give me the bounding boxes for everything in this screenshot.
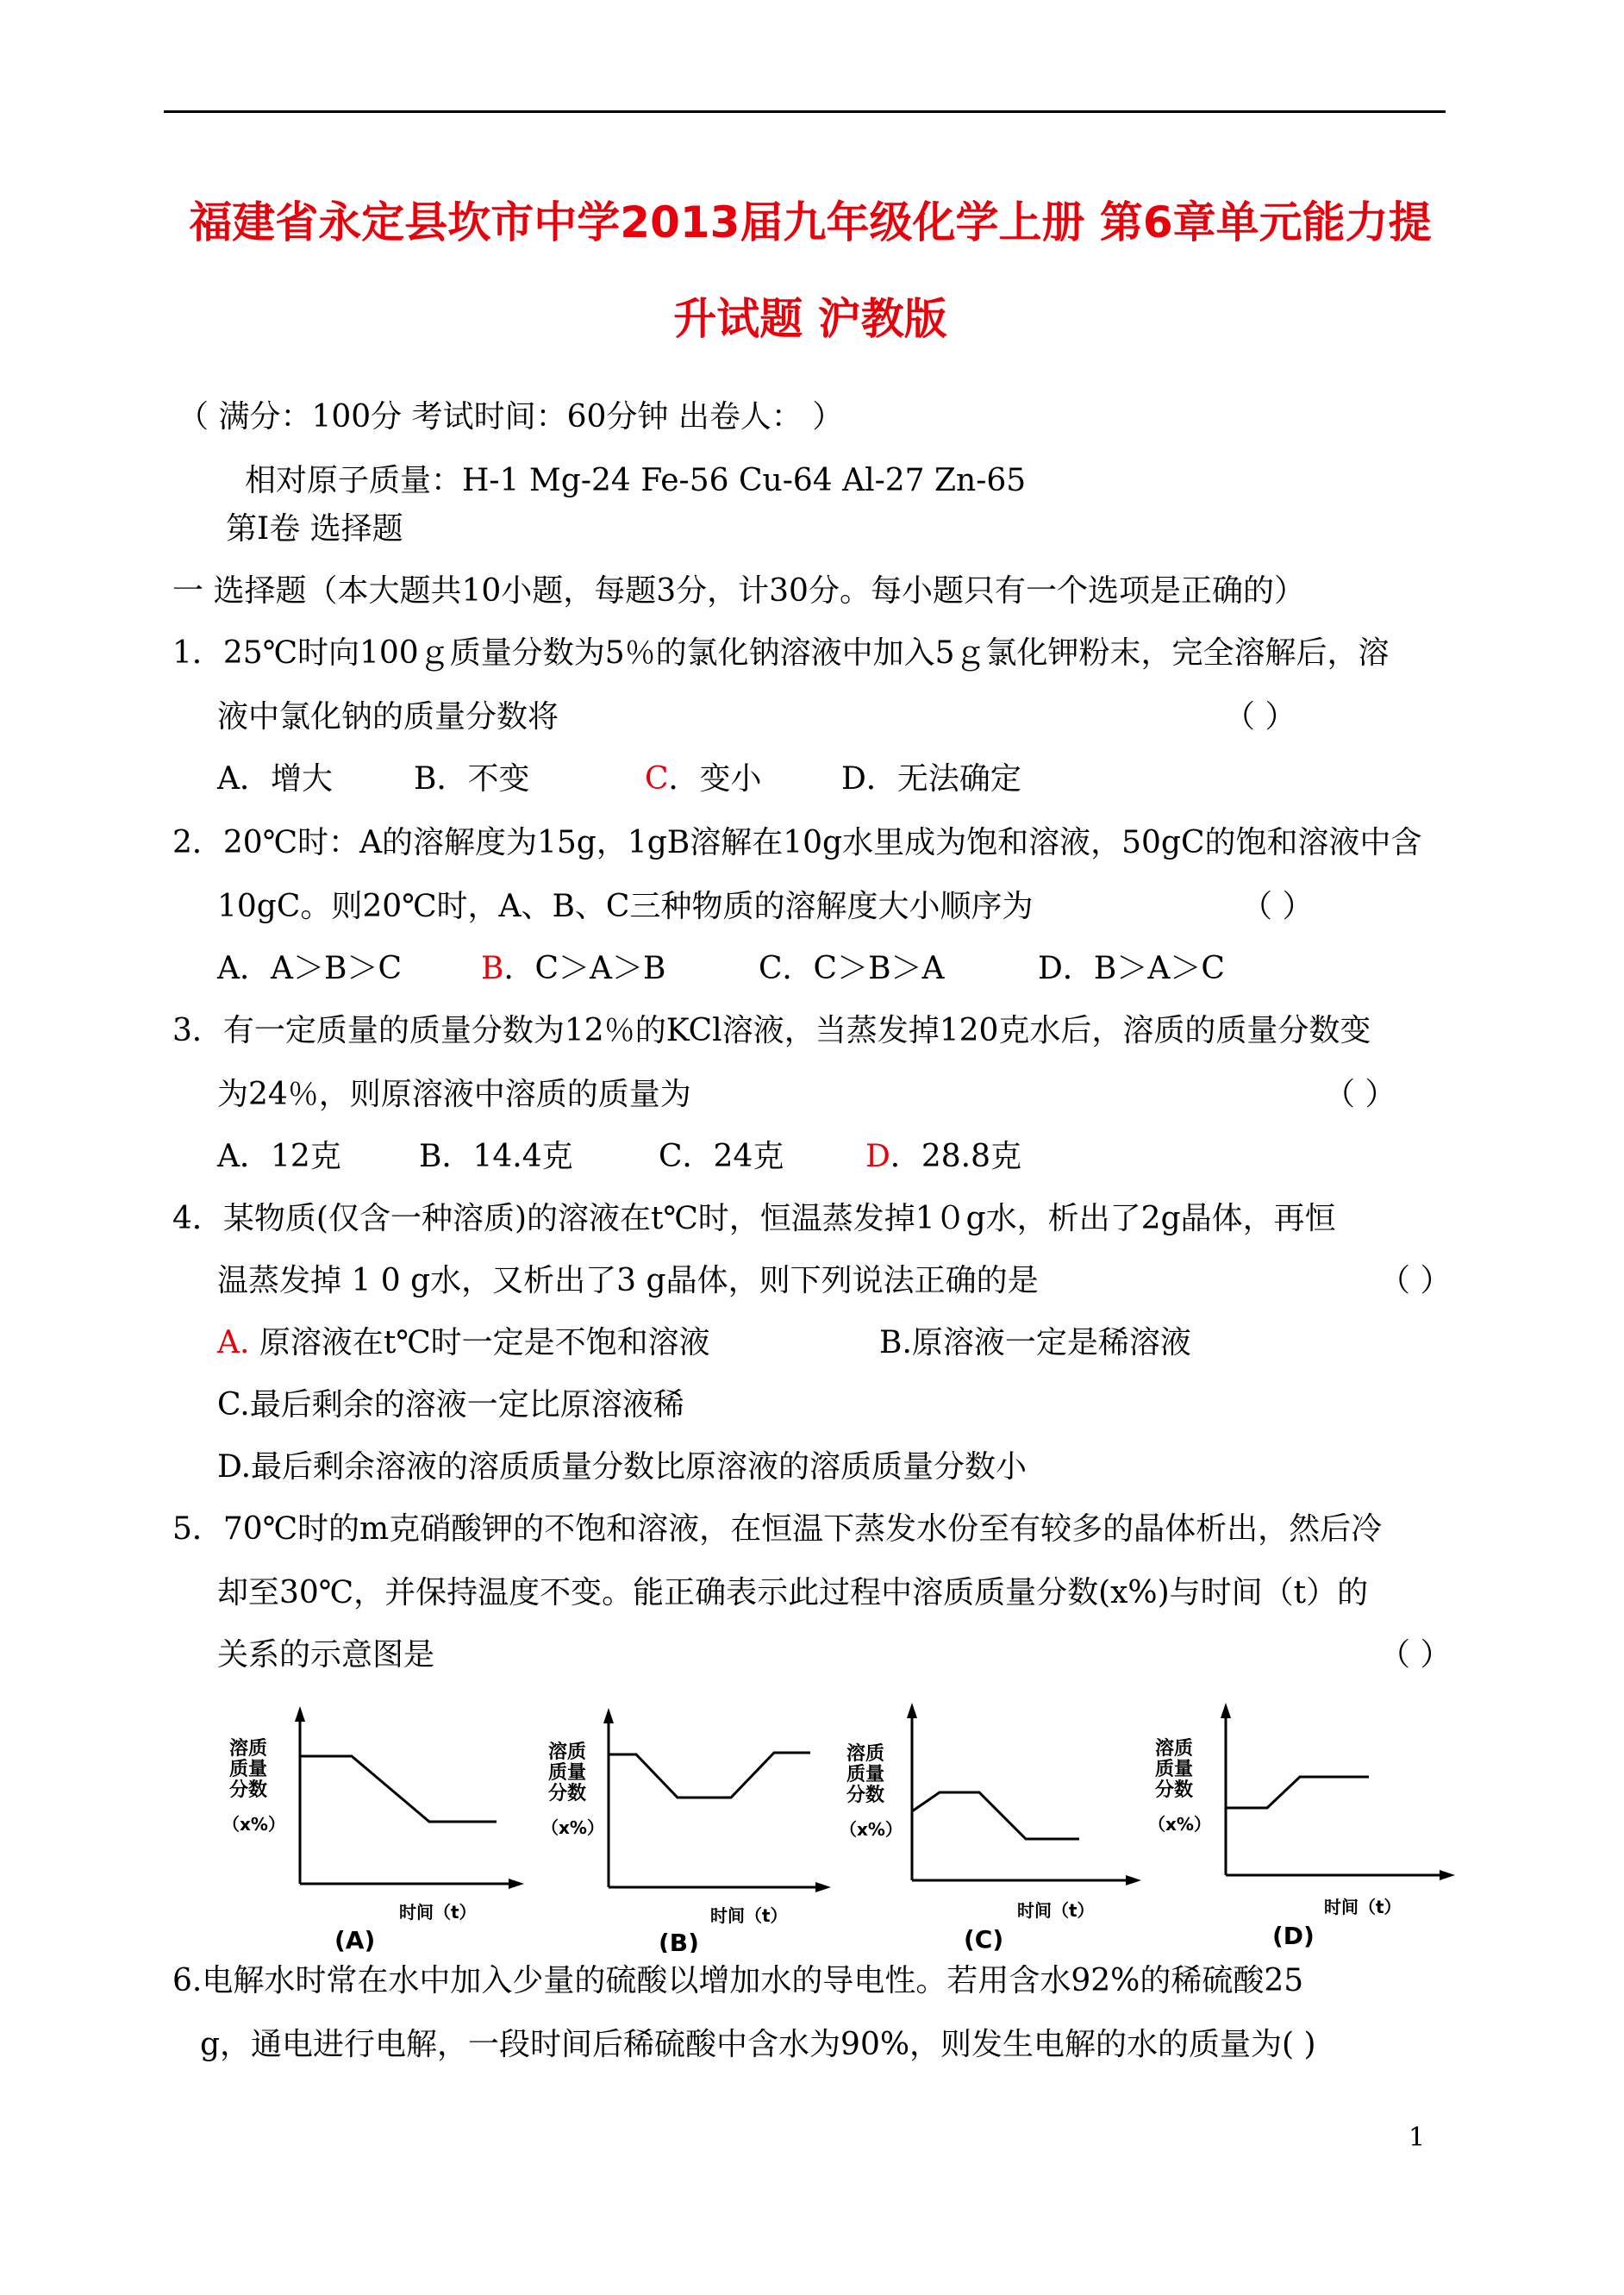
q4-answer-blank: （ ） <box>1379 1263 1452 1298</box>
q5-graph-c-ylabel-1: 溶质 <box>846 1743 885 1765</box>
q3-option-a: A．12克 <box>217 1139 341 1174</box>
q5-graph-a-ylabel-1: 溶质 <box>229 1738 268 1760</box>
q5-graph-a-xlabel: 时间（t） <box>399 1902 477 1923</box>
q5-graph-d <box>1143 1703 1462 1956</box>
q5-graph-a <box>222 1703 533 1956</box>
q5-graph-b-xlabel: 时间（t） <box>710 1905 788 1926</box>
q5-graph-d-y-arrow <box>1221 1703 1231 1718</box>
header-rule <box>164 110 1446 113</box>
doc-title-line-1: 福建省永定县坎市中学2013届九年级化学上册 第6章单元能力提 <box>189 197 1432 247</box>
q5-graph-a-curve <box>300 1756 497 1822</box>
q1-option-b: B．不变 <box>414 761 530 797</box>
q3-option-c: C．24克 <box>659 1139 784 1174</box>
q5-graph-c-curve <box>912 1792 1079 1839</box>
section-heading: 第Ⅰ卷 选择题 <box>226 511 403 547</box>
q5-graph-c-ylabel-3: 分数 <box>846 1785 885 1806</box>
q5-graph-a-y-arrow <box>295 1706 305 1722</box>
q5-graph-c-x-arrow <box>1126 1875 1141 1885</box>
part-heading: 一 选择题（本大题共10小题，每题3分，计30分。每小题只有一个选项是正确的） <box>172 573 1305 609</box>
q5-graph-d-x-arrow <box>1440 1870 1455 1880</box>
q5-graph-c-y-arrow <box>907 1703 917 1718</box>
q5-graph-b-tag: (B) <box>659 1929 699 1953</box>
q1-option-d: D．无法确定 <box>841 761 1021 797</box>
doc-title-line-2: 升试题 沪教版 <box>673 294 947 344</box>
q2-stem-line-1: 2．20℃时：A的溶解度为15g，1gB溶解在10g水里成为饱和溶液，50gC的饱和溶液中含 <box>172 825 1422 860</box>
q5-graph-b-ylabel-1: 溶质 <box>548 1742 587 1763</box>
q1-stem-line-2: 液中氯化钠的质量分数将 <box>217 699 559 735</box>
q5-graph-a-tag: (A) <box>334 1926 376 1953</box>
q2-answer-blank: （ ） <box>1241 889 1314 924</box>
q2-answer-marker: B <box>481 951 504 986</box>
page-number: 1 <box>1409 2123 1426 2153</box>
q5-graph-b <box>529 1703 840 1956</box>
q2-option-d: D．B＞A＞C <box>1038 951 1225 986</box>
q4-option-a: A. 原溶液在t℃时一定是不饱和溶液 <box>217 1325 710 1360</box>
q5-graph-b-x-arrow <box>815 1882 831 1892</box>
q3-stem-line-2: 为24％，则原溶液中溶质的质量为 <box>217 1077 691 1112</box>
q5-graph-a-ylabel-4: （x%） <box>222 1814 285 1835</box>
q5-graph-d-xlabel: 时间（t） <box>1324 1897 1402 1917</box>
exam-info: （ 满分：100分 考试时间：60分钟 出卷人： ） <box>178 399 844 435</box>
q5-answer-blank: （ ） <box>1379 1637 1452 1673</box>
q1-answer-blank: （ ） <box>1224 699 1296 735</box>
q4-answer-marker: A. <box>217 1325 250 1360</box>
q4-option-b: B.原溶液一定是稀溶液 <box>879 1325 1191 1360</box>
q6-stem-line-1: 6.电解水时常在水中加入少量的硫酸以增加水的导电性。若用含水92%的稀硫酸25 <box>172 1963 1304 1998</box>
q5-graph-c-xlabel: 时间（t） <box>1017 1900 1095 1921</box>
q5-graph-d-tag: (D) <box>1272 1922 1315 1950</box>
q5-graph-c-tag: (C) <box>964 1925 1004 1953</box>
q3-option-b: B．14.4克 <box>419 1139 573 1174</box>
q2-option-b: B．C＞A＞B <box>481 951 666 986</box>
q5-graph-b-y-arrow <box>603 1708 614 1723</box>
q3-answer-marker: D <box>865 1139 890 1174</box>
q5-graph-a-ylabel-2: 质量 <box>229 1759 268 1780</box>
q3-answer-blank: （ ） <box>1324 1077 1396 1112</box>
q5-graph-b-curve <box>609 1753 810 1798</box>
q2-option-a: A．A＞B＞C <box>217 951 402 986</box>
q2-stem-line-2: 10gC。则20℃时，A、B、C三种物质的溶解度大小顺序为 <box>217 889 1034 924</box>
q5-graph-d-curve <box>1226 1777 1369 1808</box>
q5-graph-b-ylabel-4: （x%） <box>541 1817 604 1838</box>
q4-stem-line-2: 温蒸发掉 1 0 g水，又析出了3 g晶体，则下列说法正确的是 <box>217 1263 1039 1298</box>
q5-graph-c <box>836 1703 1146 1956</box>
q5-graph-b-ylabel-3: 分数 <box>548 1783 587 1804</box>
q4-option-d: D.最后剩余溶液的溶质质量分数比原溶液的溶质质量分数小 <box>217 1449 1027 1485</box>
q5-graph-a-x-arrow <box>509 1879 524 1889</box>
q5-graph-d-ylabel-2: 质量 <box>1155 1759 1194 1780</box>
q2-option-c: C．C＞B＞A <box>759 951 945 986</box>
q5-graph-c-ylabel-4: （x%） <box>840 1819 903 1840</box>
q5-graph-a-ylabel-3: 分数 <box>229 1779 268 1801</box>
q5-graph-c-ylabel-2: 质量 <box>846 1764 885 1785</box>
q3-option-d: D．28.8克 <box>865 1139 1022 1174</box>
q5-stem-line-2: 却至30℃，并保持温度不变。能正确表示此过程中溶质质量分数(x%)与时间（t）的 <box>217 1575 1369 1610</box>
q4-stem-line-1: 4．某物质(仅含一种溶质)的溶液在t℃时，恒温蒸发掉1０g水，析出了2g晶体，再恒 <box>172 1201 1336 1236</box>
atomic-mass-table: 相对原子质量：H-1 Mg-24 Fe-56 Cu-64 Al-27 Zn-65 <box>245 463 1027 498</box>
q5-stem-line-3: 关系的示意图是 <box>217 1637 435 1673</box>
q1-stem-line-1: 1．25℃时向100ｇ质量分数为5％的氯化钠溶液中加入5ｇ氯化钾粉末，完全溶解后，溶 <box>172 635 1390 671</box>
q6-stem-line-2: g，通电进行电解，一段时间后稀硫酸中含水为90%，则发生电解的水的质量为( ) <box>200 2027 1316 2062</box>
q5-graph-b-ylabel-2: 质量 <box>548 1762 587 1784</box>
q1-option-a: A．增大 <box>217 761 333 797</box>
q5-graph-d-ylabel-4: （x%） <box>1148 1814 1211 1835</box>
q1-option-c: C．变小 <box>645 761 762 797</box>
q1-answer-marker: C <box>645 761 669 797</box>
q3-stem-line-1: 3．有一定质量的质量分数为12％的KCl溶液，当蒸发掉120克水后，溶质的质量分数变 <box>172 1013 1371 1048</box>
q4-option-c: C.最后剩余的溶液一定比原溶液稀 <box>217 1387 684 1423</box>
q5-graph-d-ylabel-1: 溶质 <box>1155 1738 1194 1760</box>
q5-stem-line-1: 5．70℃时的m克硝酸钾的不饱和溶液，在恒温下蒸发水份至有较多的晶体析出，然后冷 <box>172 1511 1383 1547</box>
q5-graph-d-ylabel-3: 分数 <box>1155 1779 1194 1801</box>
